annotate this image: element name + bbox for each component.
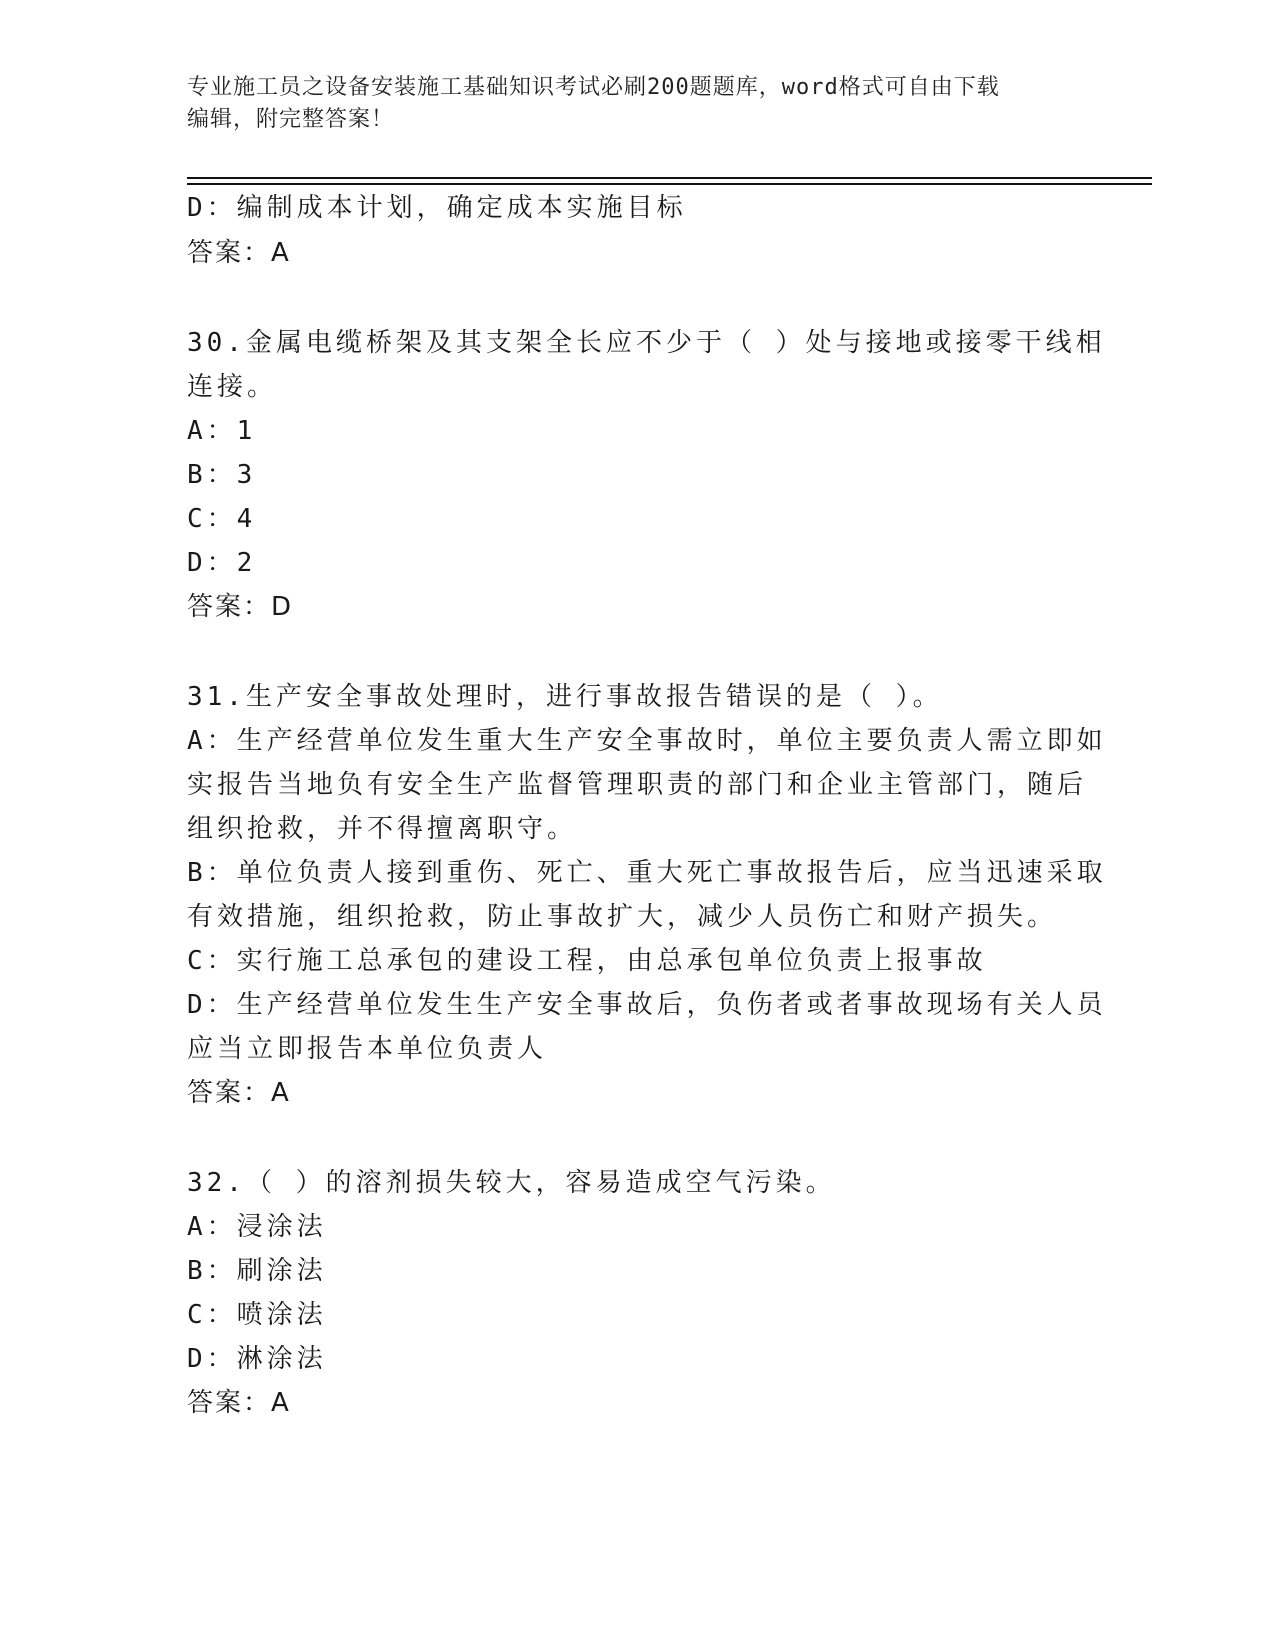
q31-option-b-line-1: B：单位负责人接到重伤、死亡、重大死亡事故报告后，应当迅速采取 [187,858,1107,888]
q31-option-a-line-3: 组织抢救，并不得擅离职守。 [187,814,578,844]
q32-text-line-1: 32.（ ）的溶剂损失较大，容易造成空气污染。 [187,1168,836,1198]
q31-option-d-line-2: 应当立即报告本单位负责人 [187,1034,548,1064]
q32-option-d: D：淋涂法 [187,1344,327,1374]
q31-option-a-line-1: A：生产经营单位发生重大生产安全事故时，单位主要负责人需立即如 [187,726,1107,756]
q31-option-a-line-2: 实报告当地负有安全生产监督管理职责的部门和企业主管部门，随后 [187,770,1088,800]
q30-text-line-1: 30.金属电缆桥架及其支架全长应不少于（ ）处与接地或接零干线相 [187,328,1106,358]
q31-option-b-line-2: 有效措施，组织抢救，防止事故扩大，减少人员伤亡和财产损失。 [187,902,1058,932]
prev-answer: 答案：A [187,238,291,268]
q31-answer: 答案：A [187,1078,291,1108]
prev-option-d: D：编制成本计划，确定成本实施目标 [187,193,687,223]
q30-option-b: B：3 [187,460,257,490]
q30-text-line-2: 连接。 [187,372,278,402]
q30-option-c: C：4 [187,504,257,534]
header-divider-bottom [187,183,1152,185]
header-divider-top [187,177,1152,179]
header-line-1: 专业施工员之设备安装施工基础知识考试必刷200题题库，word格式可自由下载 [187,75,1000,100]
q31-option-d-line-1: D：生产经营单位发生生产安全事故后，负伤者或者事故现场有关人员 [187,990,1107,1020]
header-line-2: 编辑，附完整答案！ [187,107,395,132]
q30-answer: 答案：D [187,592,294,622]
q31-text-line-1: 31.生产安全事故处理时，进行事故报告错误的是（ ）。 [187,682,943,712]
q32-answer: 答案：A [187,1388,291,1418]
q30-option-a: A：1 [187,416,257,446]
q32-option-c: C：喷涂法 [187,1300,327,1330]
q32-option-a: A：浸涂法 [187,1212,327,1242]
q30-option-d: D：2 [187,548,257,578]
document-header [187,72,1087,136]
q32-option-b: B：刷涂法 [187,1256,327,1286]
q31-option-c: C：实行施工总承包的建设工程，由总承包单位负责上报事故 [187,946,987,976]
